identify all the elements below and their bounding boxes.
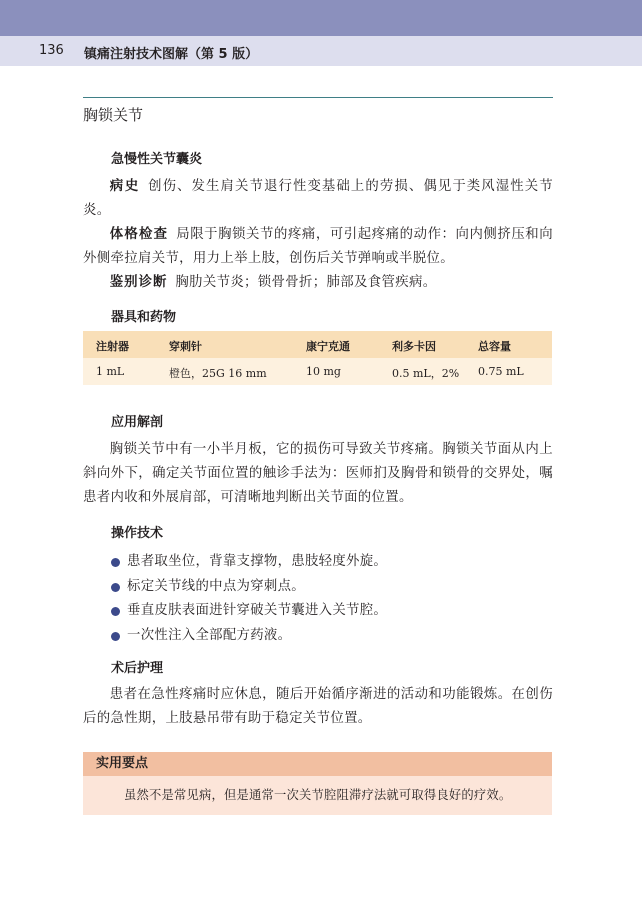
- exam-paragraph: [83, 223, 553, 271]
- technique-steps-list: [111, 550, 387, 648]
- table-header-cell: 利多卡因: [392, 340, 436, 353]
- bullet-dot-icon: [111, 583, 120, 592]
- pathology-text: 创伤、发生肩关节退行性变基础上的劳损、偶见于类风湿性关节炎。: [83, 179, 553, 218]
- pathology-label: 病史: [109, 179, 141, 194]
- technique-heading: 操作技术: [111, 526, 164, 541]
- diff-paragraph: [83, 271, 553, 295]
- list-item: 患者取坐位，背靠支撑物，患肢轻度外旋。: [111, 550, 387, 575]
- section-title: 胸锁关节: [83, 106, 144, 124]
- diff-label: 鉴别诊断: [109, 275, 168, 290]
- table-header-cell: 康宁克通: [306, 340, 350, 353]
- anatomy-paragraph: 胸锁关节中有一小半月板，它的损伤可导致关节疼痛。胸锁关节面从内上斜向外下，确定关节面位置的触诊手法为：医师扪及胸骨和锁骨的交界处，嘱患者内收和外展肩部，可清晰地判断出关节面的位置。: [83, 442, 553, 505]
- exam-text: 局限于胸锁关节的疼痛，可引起疼痛的动作：向内侧挤压和向外侧牵拉肩关节，用力上举上肢，创伤后关节弹响或半脱位。: [83, 227, 553, 266]
- list-item: 标定关节线的中点为穿刺点。: [111, 575, 387, 600]
- tip-heading: 实用要点: [83, 752, 552, 776]
- bullet-dot-icon: [111, 632, 120, 641]
- list-item: 垂直皮肤表面进针穿破关节囊进入关节腔。: [111, 599, 387, 624]
- table-header-cell: 总容量: [478, 340, 511, 353]
- tip-text: 虽然不是常见病，但是通常一次关节腔阻滞疗法就可取得良好的疗效。: [83, 776, 552, 815]
- aftercare-paragraph: 患者在急性疼痛时应休息，随后开始循序渐进的活动和功能锻炼。在创伤后的急性期，上肢悬吊带有助于稳定关节位置。: [83, 687, 553, 726]
- list-item: 一次性注入全部配方药液。: [111, 624, 387, 649]
- table-cell: 橙色，25G 16 mm: [169, 367, 267, 380]
- table-cell: 10 mg: [306, 365, 341, 378]
- book-title: 镇痛注射技术图解（第 5 版）: [84, 47, 259, 62]
- table-header-row: [83, 331, 552, 358]
- table-cell: 0.5 mL，2%: [392, 367, 460, 380]
- page-number: 136: [39, 43, 64, 58]
- header-color-band: [0, 0, 642, 36]
- equipment-heading: 器具和药物: [111, 310, 177, 325]
- aftercare-heading: 术后护理: [111, 661, 164, 676]
- anatomy-heading: 应用解剖: [111, 415, 164, 430]
- table-cell: 0.75 mL: [478, 365, 524, 378]
- section-divider: [83, 97, 553, 98]
- table-header-cell: 注射器: [96, 340, 129, 353]
- pathology-paragraph: [83, 175, 553, 223]
- diff-text: 胸肋关节炎；锁骨骨折；肺部及食管疾病。: [175, 275, 437, 290]
- practical-tip-box: [83, 752, 552, 815]
- condition-subtitle: 急慢性关节囊炎: [111, 152, 203, 167]
- table-row: [83, 358, 552, 385]
- bullet-dot-icon: [111, 607, 120, 616]
- table-header-cell: 穿刺针: [169, 340, 202, 353]
- table-cell: 1 mL: [96, 365, 125, 378]
- bullet-dot-icon: [111, 558, 120, 567]
- equipment-table: [83, 331, 552, 385]
- exam-label: 体格检查: [109, 227, 169, 242]
